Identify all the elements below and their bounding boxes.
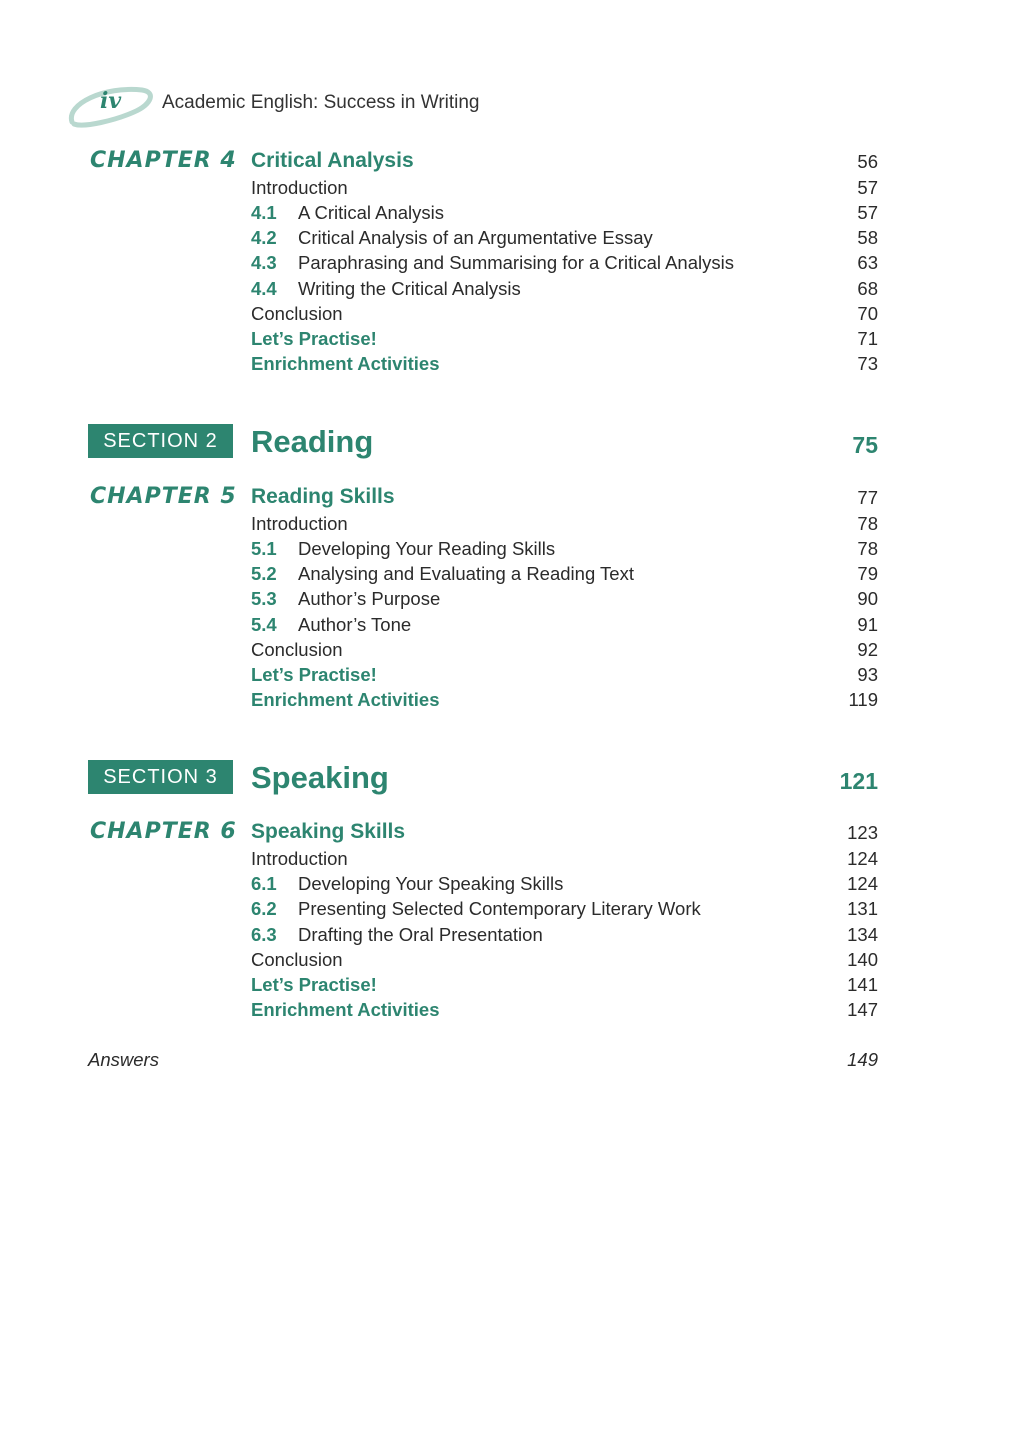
entry-page: 141: [847, 974, 878, 995]
entry-label: Drafting the Oral Presentation: [298, 924, 543, 945]
toc-entry[interactable]: [251, 898, 878, 923]
toc-entry[interactable]: [251, 873, 878, 898]
entry-page: 124: [847, 848, 878, 869]
entry-page: 71: [857, 328, 878, 349]
entry-label: Critical Analysis of an Argumentative Essay: [298, 227, 653, 248]
entry-page: 79: [857, 563, 878, 584]
entry-number: 4.4: [251, 278, 277, 299]
chapter-title[interactable]: Reading Skills: [251, 485, 395, 508]
entry-number: 5.2: [251, 563, 277, 584]
entry-page: 78: [857, 513, 878, 534]
toc-entry[interactable]: [251, 563, 878, 588]
answers-label[interactable]: Answers: [88, 1049, 159, 1070]
toc-entry[interactable]: [251, 924, 878, 949]
entry-label: Let’s Practise!: [251, 664, 377, 685]
chapter-page-number: 56: [857, 151, 878, 172]
entry-label: Introduction: [251, 177, 348, 198]
entry-page: 70: [857, 303, 878, 324]
entry-number: 6.1: [251, 873, 277, 894]
toc-entry[interactable]: [251, 227, 878, 252]
toc-entry[interactable]: [251, 252, 878, 277]
toc-entry[interactable]: [251, 974, 878, 999]
entry-label: Introduction: [251, 848, 348, 869]
entry-page: 93: [857, 664, 878, 685]
entry-page: 57: [857, 202, 878, 223]
entry-page: 147: [847, 999, 878, 1020]
entry-page: 73: [857, 353, 878, 374]
chapter-label: CHAPTER 5: [90, 484, 237, 509]
answers-page-number: 149: [847, 1049, 878, 1070]
section-title[interactable]: Speaking: [251, 760, 389, 795]
chapter-page-number: 77: [857, 487, 878, 508]
toc-entry[interactable]: [251, 202, 878, 227]
section-title[interactable]: Reading: [251, 424, 374, 459]
page-number-roman: iv: [100, 88, 122, 114]
entry-label: Analysing and Evaluating a Reading Text: [298, 563, 634, 584]
entry-label: Let’s Practise!: [251, 328, 377, 349]
toc-entry[interactable]: [251, 689, 878, 714]
entry-page: 134: [847, 924, 878, 945]
section-badge: SECTION 2: [88, 424, 233, 458]
entry-page: 91: [857, 614, 878, 635]
entry-label: Author’s Purpose: [298, 588, 441, 609]
entry-label: Presenting Selected Contemporary Literary Work: [298, 898, 701, 919]
chapter-title[interactable]: Speaking Skills: [251, 820, 406, 843]
entry-number: 5.3: [251, 588, 277, 609]
entry-label: Introduction: [251, 513, 348, 534]
entry-label: Enrichment Activities: [251, 999, 440, 1020]
entry-number: 6.3: [251, 924, 277, 945]
toc-entry[interactable]: [251, 177, 878, 202]
chapter-label: CHAPTER 6: [90, 819, 237, 844]
entry-label: Enrichment Activities: [251, 689, 440, 710]
toc-entry[interactable]: [251, 949, 878, 974]
toc-entry[interactable]: [251, 278, 878, 303]
entry-page: 124: [847, 873, 878, 894]
entry-label: Developing Your Reading Skills: [298, 538, 556, 559]
toc-entry[interactable]: [251, 664, 878, 689]
entry-page: 131: [847, 898, 878, 919]
toc-entry[interactable]: [251, 328, 878, 353]
chapter-label: CHAPTER 4: [90, 148, 237, 173]
entry-label: Author’s Tone: [298, 614, 412, 635]
toc-entry[interactable]: [251, 538, 878, 563]
entry-label: Paraphrasing and Summarising for a Critical Analysis: [298, 252, 734, 273]
toc-entry[interactable]: [251, 513, 878, 538]
running-header: [64, 82, 564, 134]
entry-page: 63: [857, 252, 878, 273]
toc-entry[interactable]: [251, 588, 878, 613]
entry-label: Developing Your Speaking Skills: [298, 873, 564, 894]
entry-page: 119: [848, 689, 878, 710]
section-badge: SECTION 3: [88, 760, 233, 794]
entry-label: Conclusion: [251, 949, 343, 970]
toc-entry[interactable]: [251, 353, 878, 378]
section-page-number: 121: [839, 768, 878, 794]
entry-label: Conclusion: [251, 639, 343, 660]
entry-number: 4.1: [251, 202, 277, 223]
chapter-title[interactable]: Critical Analysis: [251, 149, 414, 172]
section-page-number: 75: [852, 432, 878, 458]
entry-number: 4.2: [251, 227, 277, 248]
entry-label: A Critical Analysis: [298, 202, 444, 223]
entry-number: 5.4: [251, 614, 277, 635]
entry-label: Enrichment Activities: [251, 353, 440, 374]
entry-number: 5.1: [251, 538, 277, 559]
entry-page: 90: [857, 588, 878, 609]
entry-page: 140: [847, 949, 878, 970]
toc-entry[interactable]: [251, 848, 878, 873]
entry-page: 68: [857, 278, 878, 299]
entry-page: 78: [857, 538, 878, 559]
page-number-swoosh-icon: [64, 82, 156, 134]
entry-label: Conclusion: [251, 303, 343, 324]
entry-number: 4.3: [251, 252, 277, 273]
book-title: Academic English: Success in Writing: [162, 92, 480, 113]
entry-page: 58: [857, 227, 878, 248]
toc-entry[interactable]: [251, 639, 878, 664]
toc-entry[interactable]: [251, 303, 878, 328]
chapter-page-number: 123: [847, 822, 878, 843]
entry-number: 6.2: [251, 898, 277, 919]
toc-entry[interactable]: [251, 614, 878, 639]
entry-page: 92: [857, 639, 878, 660]
entry-page: 57: [857, 177, 878, 198]
toc-entry[interactable]: [251, 999, 878, 1024]
entry-label: Let’s Practise!: [251, 974, 377, 995]
entry-label: Writing the Critical Analysis: [298, 278, 521, 299]
